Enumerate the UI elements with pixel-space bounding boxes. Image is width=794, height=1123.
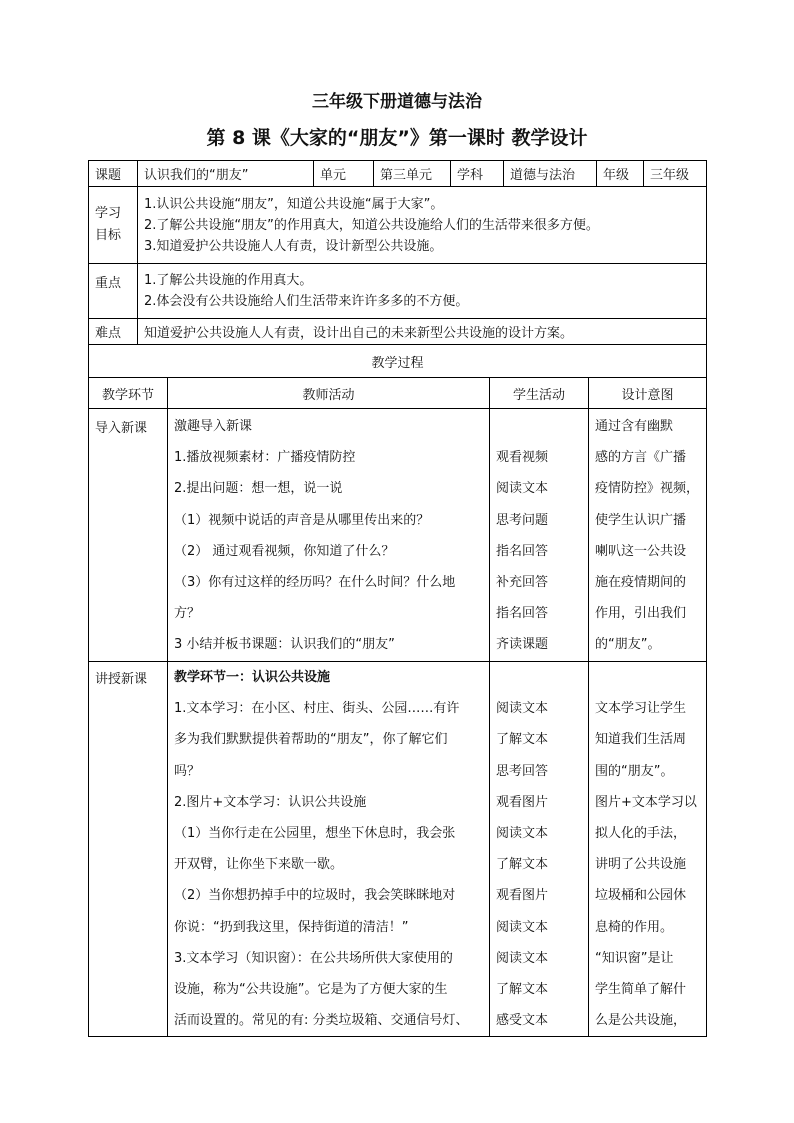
intent-line: 通过含有幽默 bbox=[595, 419, 674, 434]
section-new-lesson-row bbox=[89, 662, 707, 1037]
student-line bbox=[496, 662, 582, 693]
student-line: 观看视频 bbox=[496, 450, 549, 466]
student-line: 指名回答 bbox=[496, 543, 549, 559]
student-activity bbox=[490, 662, 589, 1037]
student-line: 感受文本 bbox=[496, 1013, 549, 1029]
section-name: 导入新课 bbox=[89, 409, 168, 662]
intent-line: 围的“朋友”。 bbox=[595, 763, 674, 779]
student-line bbox=[496, 411, 582, 442]
teacher-line: 2.图片+文本学习：认识公共设施 bbox=[174, 794, 367, 810]
difficult-row bbox=[89, 319, 707, 345]
teacher-line: 吗？ bbox=[174, 763, 201, 779]
student-line: 阅读文本 bbox=[496, 950, 549, 966]
key-point-item: 1.了解公共设施的作用真大。 bbox=[144, 273, 313, 288]
intent-line: 讲明了公共设施 bbox=[595, 857, 687, 873]
student-line: 阅读文本 bbox=[496, 825, 549, 841]
goal-item: 2.了解公共设施“朋友”的作用真大，知道公共设施给人们的生活带来很多方便。 bbox=[144, 217, 599, 233]
intent-line: 喇叭这一公共设 bbox=[595, 543, 687, 559]
goals-label-line: 学习 bbox=[95, 206, 122, 221]
goals-label-line: 目标 bbox=[95, 228, 122, 243]
column-header: 设计意图 bbox=[589, 378, 707, 409]
goals-content bbox=[138, 187, 707, 264]
intent-line bbox=[595, 662, 700, 693]
teacher-line: 1.播放视频素材：广播疫情防控 bbox=[174, 450, 356, 466]
teacher-line: 你说：“扔到我这里，保持街道的清洁！” bbox=[174, 919, 409, 935]
teacher-line: （2） 通过观看视频，你知道了什么？ bbox=[174, 543, 395, 559]
teacher-line: 3.文本学习（知识窗）：在公共场所供大家使用的 bbox=[174, 950, 453, 966]
lesson-info-table bbox=[88, 160, 707, 345]
student-line: 了解文本 bbox=[496, 732, 549, 748]
intent-line: 垃圾桶和公园休 bbox=[595, 888, 687, 904]
goal-item: 3.知道爱护公共设施人人有责，设计新型公共设施。 bbox=[144, 238, 443, 254]
design-intent bbox=[589, 662, 707, 1037]
teacher-line: 教学环节一：认识公共设施 bbox=[174, 670, 331, 685]
goals-label bbox=[89, 187, 138, 264]
student-line: 观看图片 bbox=[496, 794, 549, 810]
student-activity bbox=[490, 409, 589, 662]
student-line: 思考回答 bbox=[496, 763, 549, 779]
intent-line: 使学生认识广播 bbox=[595, 512, 687, 528]
process-column-headers bbox=[89, 378, 707, 409]
intent-line: 的“朋友”。 bbox=[595, 637, 661, 653]
intent-line: 作用，引出我们 bbox=[595, 606, 687, 622]
student-line: 补充回答 bbox=[496, 574, 549, 590]
difficult-label: 难点 bbox=[89, 319, 138, 345]
grade-label: 年级 bbox=[597, 161, 644, 187]
student-line: 思考问题 bbox=[496, 512, 549, 528]
teacher-activity bbox=[168, 662, 490, 1037]
intent-line: 知道我们生活周 bbox=[595, 732, 687, 748]
grade-value: 三年级 bbox=[644, 161, 707, 187]
teacher-line: 1.文本学习：在小区、村庄、街头、公园……有许 bbox=[174, 701, 460, 717]
goals-row bbox=[89, 187, 707, 264]
intent-line: 息椅的作用。 bbox=[595, 919, 674, 935]
unit-label: 单元 bbox=[314, 161, 374, 187]
student-line: 指名回答 bbox=[496, 606, 549, 622]
teacher-line: 活而设置的。常见的有: 分类垃圾箱、交通信号灯、 bbox=[174, 1013, 469, 1029]
teacher-activity bbox=[168, 409, 490, 662]
student-line: 观看图片 bbox=[496, 888, 549, 904]
topic-label: 课题 bbox=[89, 161, 138, 187]
teacher-line: （1）当你行走在公园里，想坐下休息时，我会张 bbox=[174, 825, 456, 841]
student-line: 了解文本 bbox=[496, 981, 549, 997]
intent-line: 感的方言《广播 bbox=[595, 450, 687, 466]
student-line: 齐读课题 bbox=[496, 637, 549, 653]
intent-line: 学生简单了解什 bbox=[595, 981, 687, 997]
goal-item: 1.认识公共设施“朋友”，知道公共设施“属于大家”。 bbox=[144, 196, 444, 212]
subject-value: 道德与法治 bbox=[504, 161, 597, 187]
key-points-content bbox=[138, 264, 707, 319]
student-line: 阅读文本 bbox=[496, 481, 549, 497]
key-points-row bbox=[89, 264, 707, 319]
student-line: 阅读文本 bbox=[496, 919, 549, 935]
teacher-line: （3）你有过这样的经历吗？在什么时间？什么地 bbox=[174, 574, 456, 590]
difficult-content: 知道爱护公共设施人人有责，设计出自己的未来新型公共设施的设计方案。 bbox=[138, 319, 707, 345]
teaching-process-table bbox=[88, 344, 707, 1037]
column-header: 教师活动 bbox=[168, 378, 490, 409]
column-header: 学生活动 bbox=[490, 378, 589, 409]
key-point-item: 2.体会没有公共设施给人们生活带来许许多多的不方便。 bbox=[144, 294, 469, 309]
student-line: 阅读文本 bbox=[496, 701, 549, 717]
section-intro-row bbox=[89, 409, 707, 662]
topic-value: 认识我们的“朋友” bbox=[138, 161, 314, 187]
teacher-line: 方？ bbox=[174, 606, 201, 622]
intent-line: 么是公共设施， bbox=[595, 1013, 687, 1029]
teacher-line: 2.提出问题：想一想，说一说 bbox=[174, 481, 343, 497]
teacher-line: 多为我们默默提供着帮助的“朋友”，你了解它们 bbox=[174, 732, 448, 748]
intent-line: 图片+文本学习以 bbox=[595, 794, 697, 810]
student-line: 了解文本 bbox=[496, 857, 549, 873]
design-intent bbox=[589, 409, 707, 662]
intent-line: 文本学习让学生 bbox=[595, 701, 687, 717]
intent-line: “知识窗”是让 bbox=[595, 950, 674, 966]
key-points-label: 重点 bbox=[89, 264, 138, 319]
lesson-title: 第 8 课《大家的“朋友”》第一课时 教学设计 bbox=[206, 127, 588, 149]
section-name: 讲授新课 bbox=[89, 662, 168, 1037]
intent-line: 拟人化的手法， bbox=[595, 825, 687, 841]
teacher-line: 3 小结并板书课题：认识我们的“朋友” bbox=[174, 637, 395, 653]
topic-row bbox=[89, 161, 707, 187]
teacher-line: 设施，称为“公共设施”。它是为了方便大家的生 bbox=[174, 981, 448, 997]
process-header: 教学过程 bbox=[89, 345, 707, 378]
teacher-line: （1）视频中说话的声音是从哪里传出来的？ bbox=[174, 512, 430, 528]
teacher-line: （2）当你想扔掉手中的垃圾时，我会笑眯眯地对 bbox=[174, 888, 456, 904]
intent-line: 疫情防控》视频， bbox=[595, 481, 700, 497]
subject-label: 学科 bbox=[451, 161, 504, 187]
teacher-line: 激趣导入新课 bbox=[174, 419, 253, 434]
column-header: 教学环节 bbox=[89, 378, 168, 409]
teacher-line: 开双臂，让你坐下来歇一歇。 bbox=[174, 857, 344, 873]
unit-value: 第三单元 bbox=[374, 161, 451, 187]
document-title: 三年级下册道德与法治 bbox=[312, 92, 482, 112]
intent-line: 施在疫情期间的 bbox=[595, 574, 687, 590]
